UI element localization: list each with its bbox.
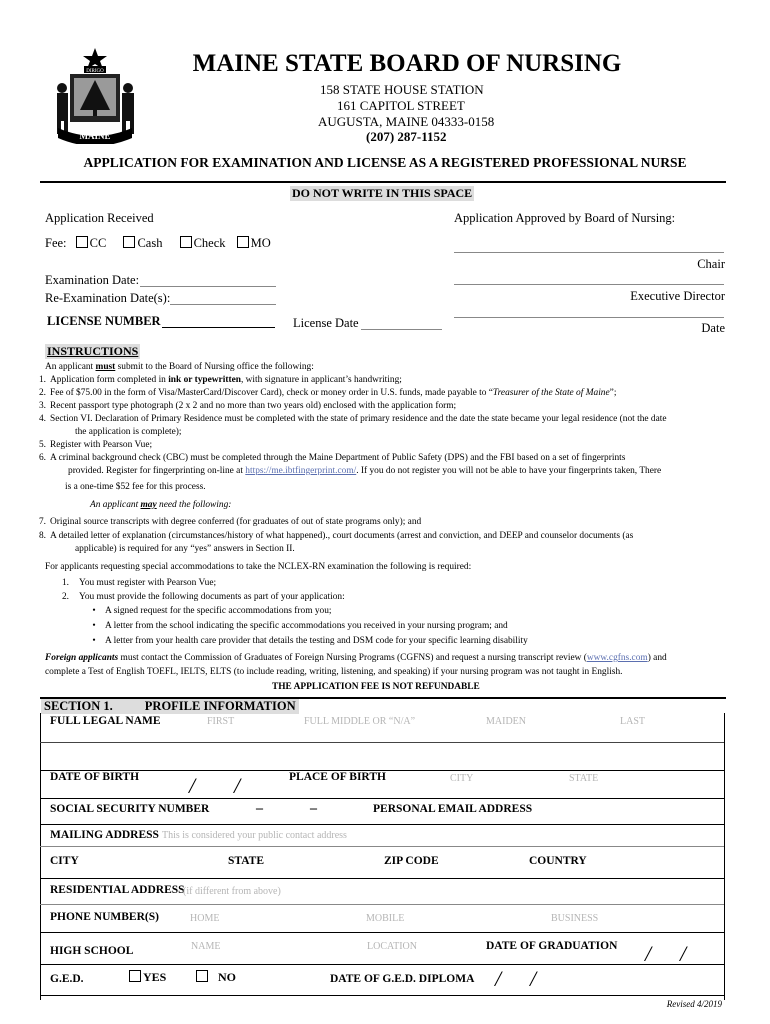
fee-check-label: Check [193,236,226,250]
fingerprint-link[interactable]: https://me.ibtfingerprint.com/ [245,466,357,476]
fee-not-refundable: THE APPLICATION FEE IS NOT REFUNDABLE [272,682,480,692]
address-line-1: 158 STATE HOUSE STATION [320,82,484,97]
ged-label: G.E.D. [50,973,84,985]
address-line-2: 161 CAPITOL STREET [337,98,465,113]
section-1-bottom-rule [40,995,724,996]
form-title: APPLICATION FOR EXAMINATION AND LICENSE AS A REGISTERED PROFESSIONAL NURSE [83,155,687,170]
license-date-label: License Date [293,316,359,330]
application-received-label: Application Received [45,211,154,225]
birth-state-hint: STATE [569,773,599,784]
date-signature-line[interactable] [454,317,724,318]
ssn-input[interactable] [215,798,365,824]
mailing-address-hint: This is considered your public contact address [162,830,347,841]
executive-director-signature-line[interactable] [454,284,724,285]
ssn-label: SOCIAL SECURITY NUMBER [50,803,210,815]
mailing-address-input[interactable] [360,824,720,846]
examination-date-label: Examination Date: [45,273,140,287]
fee-label: Fee: [45,236,67,250]
instruction-item-8: 8. A detailed letter of explanation (circumstances/history of what happened)., court documents (arrest and conviction, and DEEP and counselor documents (as [38,531,634,541]
row-divider [40,742,724,743]
instruction-item-2: 2. Fee of $75.00 in the form of Visa/MasterCard/Discover Card), check or money order in U.S. funds, made payable to “Treasurer of the State of Maine”; [38,388,617,398]
date-separator: / [495,966,502,991]
date-separator: / [234,773,241,798]
instruction-item-6: 6. A criminal background check (CBC) must be completed through the Maine Department of Public Safety (DPS) and the FBI based on a set of fingerprints [38,453,626,463]
fee-cc-label: CC [89,236,107,250]
mailing-address-label: MAILING ADDRESS [50,829,159,841]
high-school-label: HIGH SCHOOL [50,945,134,957]
city-label: CITY [50,855,79,867]
fee-check-option[interactable] [180,236,226,250]
application-approved-label: Application Approved by Board of Nursing: [454,211,676,225]
fee-mo-label: MO [250,236,271,250]
ged-diploma-date-label: DATE OF G.E.D. DIPLOMA [330,973,475,985]
graduation-date-input[interactable] [630,932,720,964]
phone-numbers-input[interactable] [180,904,720,932]
date-of-birth-input[interactable] [165,770,275,798]
accommodation-bullet-2: • A letter from the school indicating the specific accommodations you received in your nursing program; and [92,621,508,631]
instruction-item-5: 5. Register with Pearson Vue; [38,440,153,450]
business-phone-hint: BUSINESS [551,913,599,924]
ssn-dash: – [310,801,317,816]
middle-name-hint: FULL MIDDLE OR “N/A” [304,716,416,727]
ged-no-option[interactable] [196,970,236,985]
page-title: MAINE STATE BOARD OF NURSING [192,50,622,77]
ged-diploma-date-input[interactable] [480,964,590,994]
residential-address-input[interactable] [300,878,720,904]
chair-signature-line[interactable] [454,252,724,253]
address-line-3: AUGUSTA, MAINE 04333-0158 [318,114,495,129]
full-legal-name-input[interactable] [41,728,723,770]
office-use-banner: DO NOT WRITE IN THIS SPACE [292,186,473,200]
instruction-item-4: 4. Section VI. Declaration of Primary Residence must be completed with the state of primary residence and the date the state became your legal residence (not the date [38,414,667,424]
date-of-birth-label: DATE OF BIRTH [50,771,140,783]
accommodation-bullet-1: • A signed request for the specific accommodations from you; [92,606,332,616]
school-location-hint: LOCATION [367,941,417,952]
personal-email-label: PERSONAL EMAIL ADDRESS [373,803,533,815]
last-name-hint: LAST [620,716,645,727]
license-number-field[interactable] [162,327,275,328]
state-label: STATE [228,855,265,867]
instruction-item-4-cont: the application is complete); [75,427,182,437]
phone-numbers-label: PHONE NUMBER(S) [50,911,159,923]
section-1-label: SECTION 1. PROFILE INFORMATION [41,699,299,714]
reexamination-date-field[interactable] [170,304,276,305]
cgfns-link[interactable]: www.cgfns.com [586,653,648,663]
ged-yes-option[interactable] [129,970,166,985]
instruction-item-3: 3. Recent passport type photograph (2 x 2 and no more than two years old) enclosed with the application form; [38,401,457,411]
residential-address-hint: (if different from above) [183,886,281,897]
instruction-item-6-cont: provided. Register for fingerprinting on-line at https://me.ibtfingerprint.com/. If you do not register you will not be able to have your fingerprints taken, There [68,466,662,476]
fee-mo-checkbox[interactable] [237,236,249,248]
date-separator: / [189,773,196,798]
graduation-date-label: DATE OF GRADUATION [486,940,618,952]
accommodation-item-2: 2. You must provide the following documents as part of your application: [61,592,345,602]
seal-label: MAINE [79,131,111,141]
fee-check-checkbox[interactable] [180,236,192,248]
date-separator: / [645,941,652,966]
seal-motto: DIRIGO [86,69,104,74]
mobile-phone-hint: MOBILE [366,913,405,924]
instruction-item-6-fee: is a one-time $52 fee for this process. [65,482,206,492]
ged-yes-label: YES [143,970,167,984]
foreign-applicants-note-cont: complete a Test of English TOEFL, IELTS, ELTS (to include reading, writing, listening, and speaking) if your nursing program was not taught in English. [45,667,623,677]
reexamination-date-label: Re-Examination Date(s): [45,291,171,305]
zip-code-label: ZIP CODE [384,855,439,867]
date-separator: / [530,966,537,991]
row-divider [40,846,724,847]
ged-no-label: NO [218,970,236,984]
fee-cash-option[interactable] [123,236,162,250]
country-label: COUNTRY [529,855,587,867]
board-phone: (207) 287-1152 [366,129,447,144]
fee-cash-checkbox[interactable] [123,236,135,248]
mailing-city-state-zip-input[interactable] [41,870,723,878]
instruction-item-1: 1. Application form completed in ink or typewritten, with signature in applicant’s handwriting; [38,375,402,385]
full-legal-name-label: FULL LEGAL NAME [50,715,161,727]
ged-yes-checkbox[interactable] [129,970,141,982]
chair-label: Chair [697,257,725,271]
ssn-dash: – [256,801,263,816]
revision-date: Revised 4/2019 [666,999,722,1009]
accommodation-item-1: 1. You must register with Pearson Vue; [61,578,217,588]
license-number-label: LICENSE NUMBER [47,314,161,328]
birth-city-hint: CITY [450,773,474,784]
examination-date-field[interactable] [140,286,276,287]
instruction-item-8-cont: applicable) is required for any “yes” answers in Section II. [75,544,295,554]
instructions-intro: An applicant must submit to the Board of Nursing office the following: [45,362,314,372]
fee-mo-option[interactable] [237,236,271,250]
home-phone-hint: HOME [190,913,220,924]
fee-cash-label: Cash [137,236,163,250]
foreign-applicants-note: Foreign applicants must contact the Commission of Graduates of Foreign Nursing Programs (CGFNS) and request a nursing transcript review (www.cgfns.com) and [45,653,667,663]
instructions-heading: INSTRUCTIONS [47,344,139,358]
date-label: Date [701,321,725,335]
row-divider [40,964,724,965]
accommodations-intro: For applicants requesting special accommodations to take the NCLEX-RN examination the following is required: [45,562,472,572]
instruction-item-7: 7. Original source transcripts with degree conferred (for graduates of out of state programs only); and [38,517,422,527]
high-school-input[interactable] [180,932,480,964]
maiden-name-hint: MAIDEN [486,716,526,727]
accommodation-bullet-3: • A letter from your health care provider that details the testing and DSM code for your specific learning disability [92,636,528,646]
place-of-birth-label: PLACE OF BIRTH [289,771,386,783]
executive-director-label: Executive Director [630,289,725,303]
fee-cc-option[interactable] [76,236,107,250]
place-of-birth-input[interactable] [400,770,720,798]
fee-row [45,236,271,251]
fee-cc-checkbox[interactable] [76,236,88,248]
license-date-field[interactable] [361,329,442,330]
date-separator: / [680,941,687,966]
residential-address-label: RESIDENTIAL ADDRESS [50,884,185,896]
school-name-hint: NAME [191,941,221,952]
ged-no-checkbox[interactable] [196,970,208,982]
personal-email-input[interactable] [540,798,720,824]
first-name-hint: FIRST [207,716,235,727]
divider [40,181,726,183]
optional-intro: An applicant may need the following: [90,500,232,510]
